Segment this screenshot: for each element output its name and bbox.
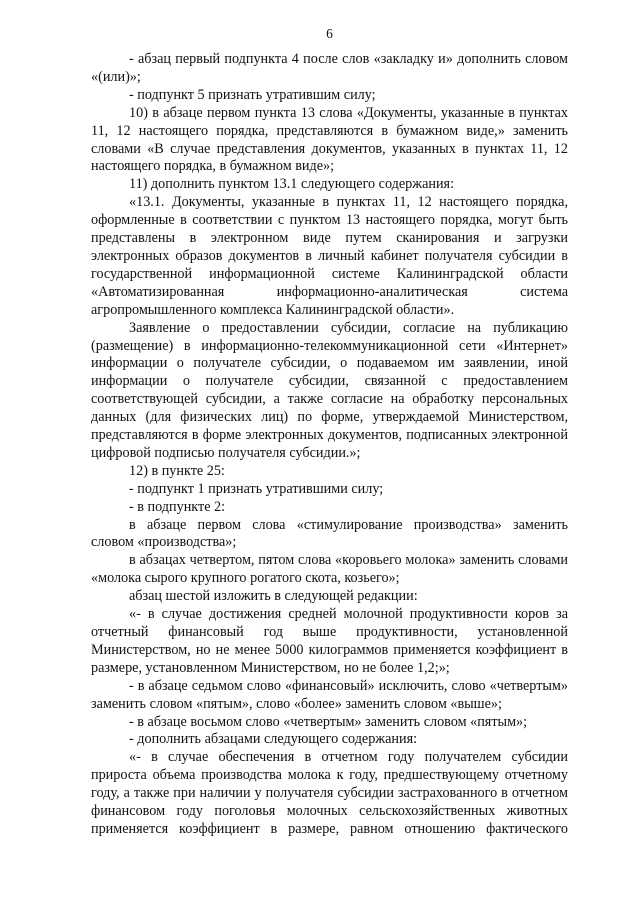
paragraph: 10) в абзаце первом пункта 13 слова «Документы, указанные в пунктах 11, 12 настоящего порядка, представляются в бумажном виде,» заменить словами «В случае представления документов, указанных в пунктах 11, 12 настоящего порядка, в бумажном виде»; xyxy=(91,104,568,175)
paragraph: - в абзаце восьмом слово «четвертым» заменить словом «пятым»; xyxy=(129,713,528,730)
page-number: 6 xyxy=(326,26,333,41)
paragraph: Заявление о предоставлении субсидии, согласие на публикацию (размещение) в информационно-телекоммуникационной сети «Интернет» информации о получателе субсидии, о подаваемом им заявлении, иной информации о получателе субсидии, связанной с предоставлением соответствующей субсидии, а также согласие на обработку персональных данных (для физических лиц) по форме, утверждаемой Министерством, представляются в форме электронных документов, подписанных электронной цифровой подписью получателя субсидии.»; xyxy=(91,319,568,461)
paragraph: - в абзаце седьмом слово «финансовый» исключить, слово «четвертым» заменить словом «пятым», слово «более» заменить словом «выше»; xyxy=(91,677,568,712)
paragraph: - абзац первый подпункта 4 после слов «закладку и» дополнить словом «(или)»; xyxy=(91,51,568,85)
paragraph: «- в случае обеспечения в отчетном году получателем субсидии прироста объема производства молока к году, предшествующему отчетному году, а также при наличии у получателя субсидии застрахованного в отчетном финансовом году поголовья молочных сельскохозяйственных животных применяется коэффициент в размере, равном отношению фактического xyxy=(91,749,568,837)
document-body xyxy=(91,51,568,839)
paragraph: 11) дополнить пунктом 13.1 следующего содержания: xyxy=(129,176,455,193)
paragraph: «13.1. Документы, указанные в пунктах 11, 12 настоящего порядка, оформленные в соответствии с пунктом 13 настоящего порядка, могут быть представлены в электронном виде путем сканирования и загрузки электронных образов документов в личный кабинет получателя субсидии в государственной информационной системе Калининградской области «Автоматизированная информационно-аналитическая система агропромышленного комплекса Калининградской области». xyxy=(91,194,568,318)
paragraph: в абзацах четвертом, пятом слова «коровьего молока» заменить словами «молока сырого крупного рогатого скота, козьего»; xyxy=(91,552,568,587)
paragraph: - подпункт 5 признать утратившим силу; xyxy=(129,86,376,103)
paragraph: абзац шестой изложить в следующей редакции: xyxy=(129,588,418,605)
paragraph: в абзаце первом слова «стимулирование производства» заменить словом «производства»; xyxy=(91,516,568,551)
paragraph: - подпункт 1 признать утратившими силу; xyxy=(129,480,384,497)
paragraph: - в подпункте 2: xyxy=(129,498,226,515)
paragraph: - дополнить абзацами следующего содержания: xyxy=(129,731,418,748)
paragraph: «- в случае достижения средней молочной продуктивности коров за отчетный финансовый год выше продуктивности, установленной Министерством, но не менее 5000 килограммов применяется коэффициент в размере, установленном Министерством, но не более 1,2;»; xyxy=(91,606,568,676)
paragraph: 12) в пункте 25: xyxy=(129,462,225,479)
